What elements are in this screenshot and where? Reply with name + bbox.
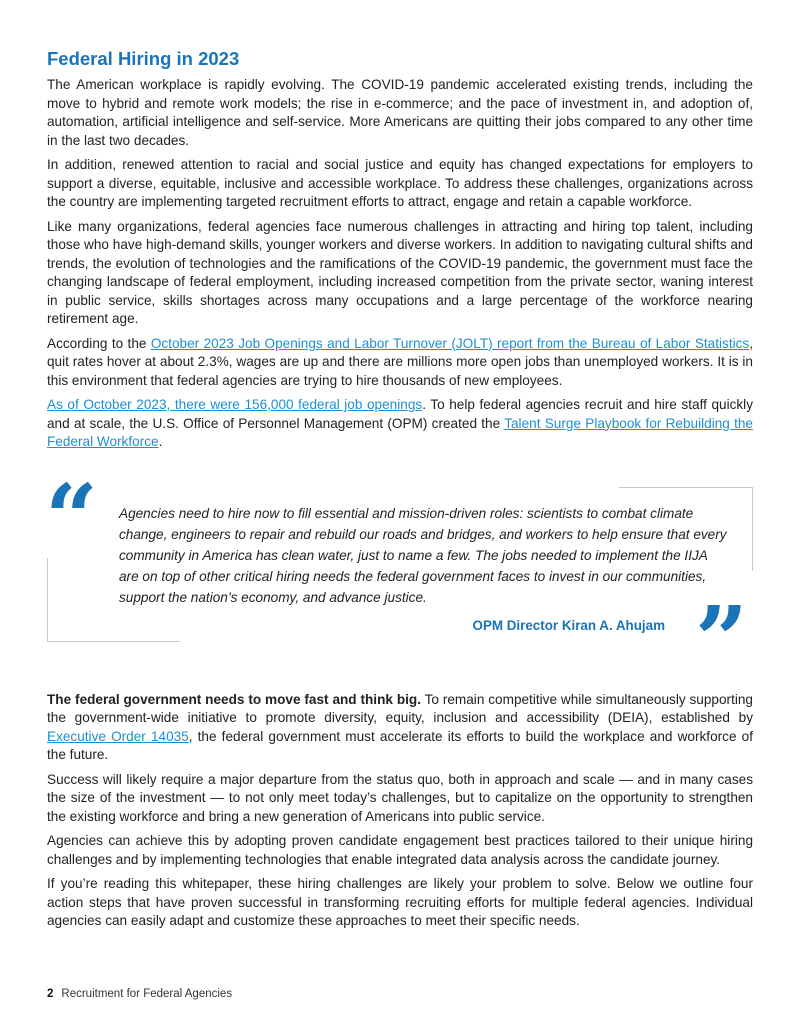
paragraph-5-text-end: . <box>158 434 163 449</box>
paragraph-9: If you’re reading this whitepaper, these hiring challenges are likely your problem to solve. Below we outline four action steps that have proven successful in transforming recruiting efforts for multiple federal agencies. Individual agencies can easily adapt and customize these approaches to meet their specific needs. <box>47 876 753 928</box>
paragraph-6 <box>47 691 753 765</box>
talent-surge-playbook-link[interactable]: Talent Surge Playbook for Rebuilding the Federal Workforce <box>47 415 753 449</box>
quote-frame-right-rule <box>752 487 753 571</box>
paragraph-6-text-end: , the federal government must accelerate its efforts to build the workplace and workforce of the future. <box>47 728 753 762</box>
close-quote-icon: ” <box>695 585 748 694</box>
quote-frame-top-rule <box>619 487 752 488</box>
paragraph-8: Agencies can achieve this by adopting proven candidate engagement best practices tailored to their unique hiring challenges and by implementing technologies that enable integrated data analysis across the candidate journey. <box>47 833 753 867</box>
page-number: 2 <box>47 988 54 1000</box>
federal-job-openings-link[interactable]: As of October 2023, there were 156,000 federal job openings <box>47 397 423 412</box>
quote-frame-left-rule <box>47 558 48 641</box>
pull-quote <box>45 463 753 694</box>
paragraph-4 <box>47 335 753 391</box>
footer-title: Recruitment for Federal Agencies <box>61 988 233 1000</box>
paragraph-6-lead: The federal government needs to move fast and think big. <box>47 691 421 707</box>
section-heading: Federal Hiring in 2023 <box>47 48 240 69</box>
quote-frame-bottom-rule <box>47 641 180 642</box>
paragraph-1: The American workplace is rapidly evolving. The COVID-19 pandemic accelerated existing trends, including the move to hybrid and remote work models; the rise in e-commerce; and the pace of investment in, and adoption of, automation, artificial intelligence and self-service. More Americans are quitting their jobs compared to any other time in the last two decades. <box>47 77 753 148</box>
quote-text: Agencies need to hire now to fill essential and mission-driven roles: scientists to combat climate change, engineers to repair and rebuild our roads and bridges, and workers to help ensure that every community in America has clean water, just to name a few. The jobs needed to implement the IIJA are on top of other critical hiring needs the federal government faces to invest in our communities, support the nation’s economy, and advance justice. <box>119 505 727 605</box>
page-footer <box>47 988 232 1000</box>
paragraph-4-text-start: According to the <box>47 335 151 351</box>
paragraph-3: Like many organizations, federal agencies face numerous challenges in attracting and hiring top talent, including those who have high-demand skills, younger workers and diverse workers. In addition to navigating cultural shifts and trends, the evolution of technologies and the ramifications of the COVID-19 pandemic, the government must face the changing landscape of federal employment, including increased competition from the private sector, waning interest in public service, skills shortages across many occupations and a large percentage of the workforce nearing retirement age. <box>47 218 753 326</box>
open-quote-icon: “ <box>45 463 98 572</box>
executive-order-link[interactable]: Executive Order 14035 <box>47 728 189 744</box>
paragraph-5 <box>47 396 753 452</box>
jolt-report-link[interactable]: October 2023 Job Openings and Labor Turnover (JOLT) report from the Bureau of Labor Statistics <box>150 335 750 351</box>
page-content <box>47 48 753 937</box>
paragraph-4-text-end: , quit rates hover at about 2.3%, wages are up and there are millions more open jobs than unemployed workers. It is in this environment that federal agencies are trying to hire thousands of new employees. <box>47 335 754 388</box>
paragraph-6-text-start: To remain competitive while simultaneously supporting the government-wide initiative to promote diversity, equity, inclusion and accessibility (DEIA), established by <box>47 691 753 725</box>
paragraph-7: Success will likely require a major departure from the status quo, both in approach and scale — and in many cases the size of the investment — to not only meet today’s challenges, but to capitalize on the opportunity to strengthen the existing workforce and bring a new generation of Americans into public service. <box>47 771 753 824</box>
paragraph-2: In addition, renewed attention to racial and social justice and equity has changed expectations for employers to support a diverse, equitable, inclusive and accessible workplace. To address these challenges, organizations across the country are implementing targeted recruitment efforts to attract, engage and retain a capable workforce. <box>47 157 753 209</box>
quote-attribution: OPM Director Kiran A. Ahujam <box>472 617 665 633</box>
paragraph-5-text-middle: . To help federal agencies recruit and hire staff quickly and at scale, the U.S. Office of Personnel Management (OPM) created the <box>47 397 753 431</box>
